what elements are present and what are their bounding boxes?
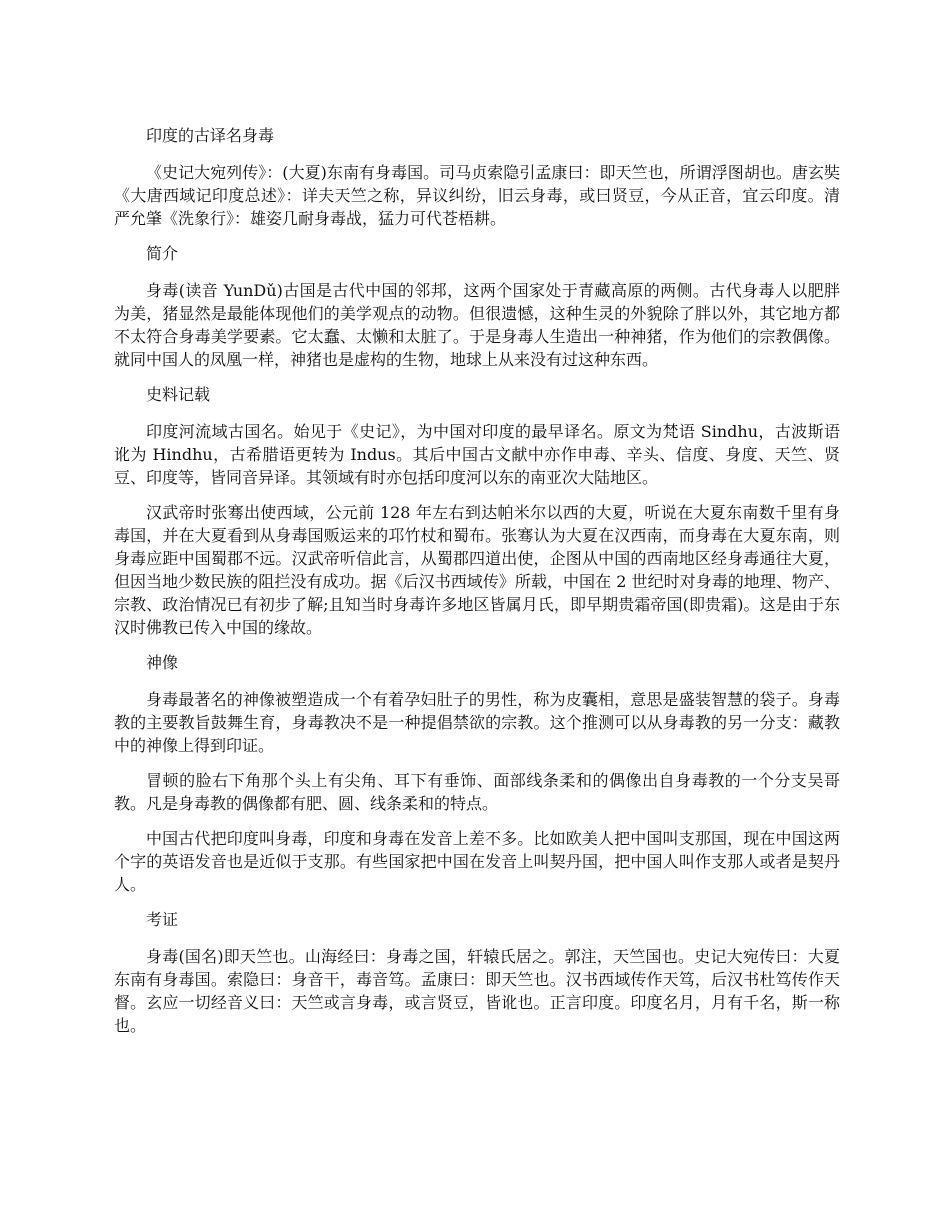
section-heading: 简介 [146, 244, 179, 263]
section-ancient-name [114, 124, 840, 230]
paragraph: 身毒(国名)即天竺也。山海经曰：身毒之国，轩辕氏居之。郭注，天竺国也。史记大宛传曰：大夏东南有身毒国。索隐曰：身音干，毒音笃。孟康曰：即天竺也。汉书西域传作天笃，后汉书杜笃传作天督。玄应一切经音义曰：天竺或言身毒，或言贤豆，皆讹也。正言印度。印度名月，月有千名，斯一称也。 [114, 947, 840, 1035]
document-body [114, 124, 840, 1049]
section-heading: 神像 [146, 653, 179, 672]
section-heading: 考证 [146, 910, 179, 929]
section-heading: 史料记载 [146, 385, 211, 404]
paragraph: 身毒最著名的神像被塑造成一个有着孕妇肚子的男性，称为皮囊相，意思是盛装智慧的袋子。身毒教的主要教旨鼓舞生育，身毒教决不是一种提倡禁欲的宗教。这个推测可以从身毒教的另一分支：藏教中的神像上得到印证。 [114, 690, 840, 755]
paragraph: 冒顿的脸右下角那个头上有尖角、耳下有垂饰、面部线条柔和的偶像出自身毒教的一个分支吴哥教。凡是身毒教的偶像都有肥、圆、线条柔和的特点。 [114, 771, 840, 813]
section-historical-records [114, 383, 840, 639]
section-idols [114, 651, 840, 896]
paragraph: 《史记大宛列传》：(大夏)东南有身毒国。司马贞索隐引孟康曰：即天竺也，所谓浮图胡也。唐玄奘《大唐西域记印度总述》：详夫天竺之称，异议纠纷，旧云身毒，或曰贤豆，今从正音，宜云印度。清严允肇《洗象行》：雄姿几耐身毒战，猛力可代苍梧耕。 [114, 163, 840, 228]
section-textual-research [114, 908, 840, 1037]
section-heading: 印度的古译名身毒 [146, 126, 275, 145]
paragraph: 印度河流域古国名。始见于《史记》，为中国对印度的最早译名。原文为梵语 Sindhu，古波斯语讹为 Hindhu，古希腊语更转为 Indus。其后中国古文献中亦作申毒、辛头、信度、身度、天竺、贤豆、印度等，皆同音异译。其领域有时亦包括印度河以东的南亚次大陆地区。 [114, 422, 840, 487]
section-introduction [114, 242, 840, 371]
paragraph: 身毒(读音 YunDǔ)古国是古代中国的邻邦，这两个国家处于青藏高原的两侧。古代身毒人以肥胖为美，猪显然是最能体现他们的美学观点的动物。但很遗憾，这种生灵的外貌除了胖以外，其它地方都不太符合身毒美学要素。它太蠢、太懒和太脏了。于是身毒人生造出一种神猪，作为他们的宗教偶像。就同中国人的凤凰一样，神猪也是虚构的生物，地球上从来没有过这种东西。 [114, 281, 840, 369]
paragraph: 中国古代把印度叫身毒，印度和身毒在发音上差不多。比如欧美人把中国叫支那国，现在中国这两个字的英语发音也是近似于支那。有些国家把中国在发音上叫契丹国，把中国人叫作支那人或者是契丹人。 [114, 829, 840, 894]
paragraph: 汉武帝时张骞出使西域，公元前 128 年左右到达帕米尔以西的大夏，听说在大夏东南数千里有身毒国，并在大夏看到从身毒国贩运来的邛竹杖和蜀布。张骞认为大夏在汉西南，而身毒在大夏东南，则身毒应距中国蜀郡不远。汉武帝听信此言，从蜀郡四道出使，企图从中国的西南地区经身毒通往大夏，但因当地少数民族的阻拦没有成功。据《后汉书西域传》所载，中国在 2 世纪时对身毒的地理、物产、宗教、政治情况已有初步了解;且知当时身毒许多地区皆属月氏，即早期贵霜帝国(即贵霜)。这是由于东汉时佛教已传入中国的缘故。 [114, 503, 840, 637]
